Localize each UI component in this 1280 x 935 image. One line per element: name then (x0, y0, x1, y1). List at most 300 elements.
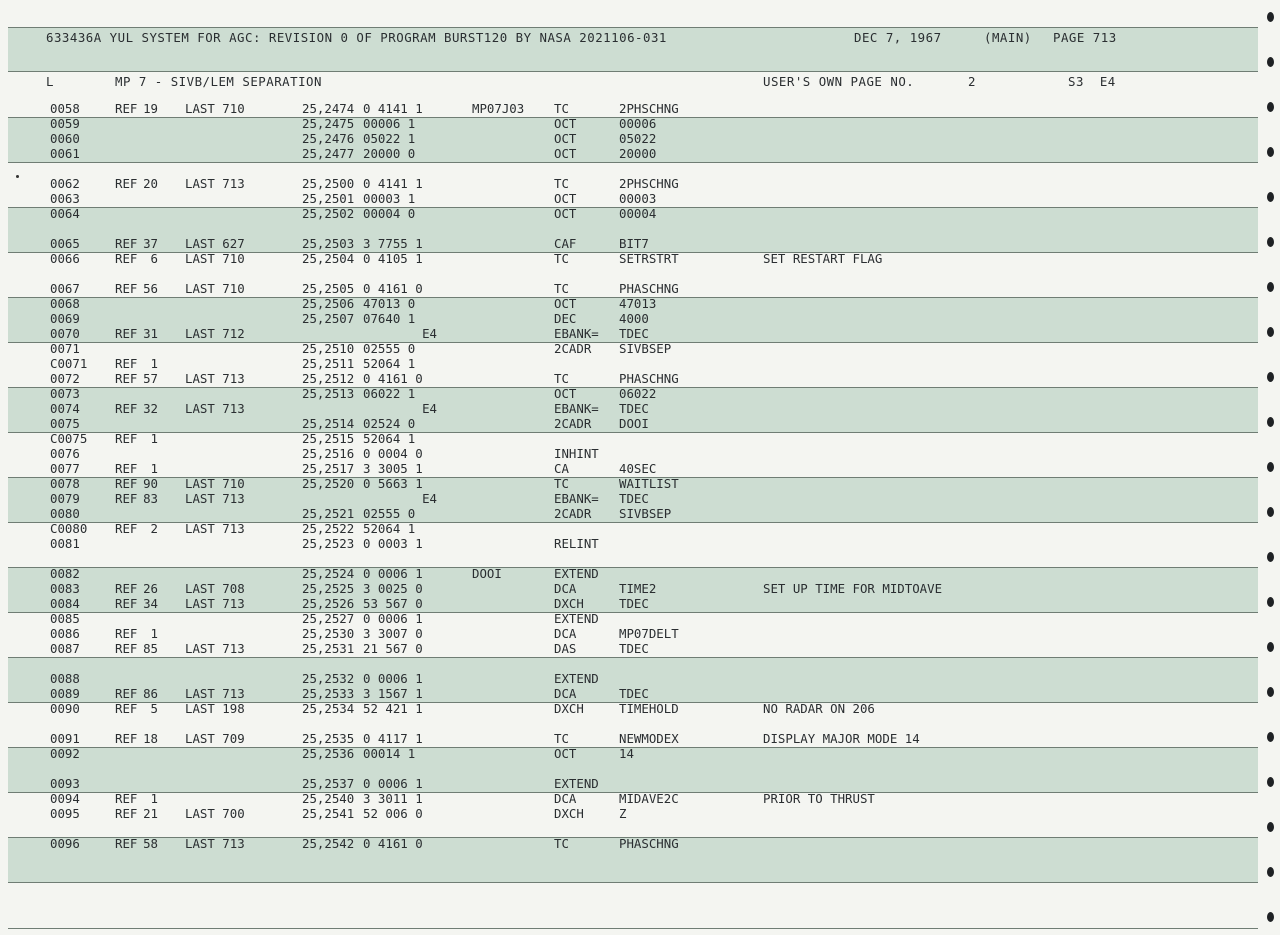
line-number: 0062 (50, 176, 80, 191)
ref-marker: REF (115, 836, 138, 851)
ref-number: 58 (143, 836, 158, 851)
octal-word: E4 (422, 326, 437, 341)
ref-marker: REF (115, 701, 138, 716)
section-code: S3 E4 (1068, 74, 1116, 89)
ref-number: 90 (143, 476, 158, 491)
opcode: OCT (554, 131, 577, 146)
ref-marker: REF (115, 431, 138, 446)
operand: 00003 (619, 191, 657, 206)
ref-marker: REF (115, 641, 138, 656)
operand: BIT7 (619, 236, 649, 251)
address: 25,2525 (302, 581, 355, 596)
last-page: LAST 713 (185, 641, 245, 656)
last-page: LAST 709 (185, 731, 245, 746)
opcode: OCT (554, 206, 577, 221)
address: 25,2540 (302, 791, 355, 806)
operand: NEWMODEX (619, 731, 679, 746)
operand: TDEC (619, 491, 649, 506)
ref-marker: REF (115, 371, 138, 386)
line-number: 0065 (50, 236, 80, 251)
line-number: 0059 (50, 116, 80, 131)
last-page: LAST 700 (185, 806, 245, 821)
last-page: LAST 712 (185, 326, 245, 341)
ref-marker: REF (115, 281, 138, 296)
octal-word: 0 4141 1 (363, 101, 423, 116)
octal-word: 02524 0 (363, 416, 416, 431)
address: 25,2503 (302, 236, 355, 251)
feed-hole (1267, 732, 1274, 742)
operand: Z (619, 806, 627, 821)
last-page: LAST 710 (185, 281, 245, 296)
line-number: 0094 (50, 791, 80, 806)
line-number: 0067 (50, 281, 80, 296)
operand: 20000 (619, 146, 657, 161)
feed-hole (1267, 12, 1274, 22)
octal-word: 0 0006 1 (363, 671, 423, 686)
line-number: 0091 (50, 731, 80, 746)
operand: PHASCHNG (619, 836, 679, 851)
line-number: 0070 (50, 326, 80, 341)
ref-number: 19 (143, 101, 158, 116)
line-number: 0072 (50, 371, 80, 386)
ref-number: 1 (150, 356, 158, 371)
octal-word: 00014 1 (363, 746, 416, 761)
ref-marker: REF (115, 491, 138, 506)
ref-marker: REF (115, 521, 138, 536)
line-number: 0092 (50, 746, 80, 761)
ref-marker: REF (115, 791, 138, 806)
ref-number: 34 (143, 596, 158, 611)
line-number: 0058 (50, 101, 80, 116)
line-number: 0066 (50, 251, 80, 266)
ref-number: 1 (150, 431, 158, 446)
line-number: 0077 (50, 461, 80, 476)
address: 25,2533 (302, 686, 355, 701)
feed-hole (1267, 417, 1274, 427)
feed-hole (1267, 147, 1274, 157)
operand: 2PHSCHNG (619, 101, 679, 116)
opcode: OCT (554, 746, 577, 761)
octal-word: 0 0004 0 (363, 446, 423, 461)
feed-hole (1267, 57, 1274, 67)
opcode: TC (554, 476, 569, 491)
octal-word: 3 3005 1 (363, 461, 423, 476)
ref-number: 20 (143, 176, 158, 191)
opcode: TC (554, 281, 569, 296)
opcode: OCT (554, 191, 577, 206)
octal-word: 00003 1 (363, 191, 416, 206)
octal-word: 20000 0 (363, 146, 416, 161)
address: 25,2510 (302, 341, 355, 356)
opcode: EBANK= (554, 401, 599, 416)
opcode: 2CADR (554, 416, 592, 431)
operand: PHASCHNG (619, 281, 679, 296)
feed-hole (1267, 192, 1274, 202)
listing-mode: (MAIN) (984, 30, 1032, 45)
feed-hole (1267, 822, 1274, 832)
feed-hole (1267, 372, 1274, 382)
comment: DISPLAY MAJOR MODE 14 (763, 731, 920, 746)
last-page: LAST 713 (185, 176, 245, 191)
address: 25,2513 (302, 386, 355, 401)
octal-word: 3 0025 0 (363, 581, 423, 596)
operand: TIMEHOLD (619, 701, 679, 716)
ref-number: 1 (150, 791, 158, 806)
ref-number: 85 (143, 641, 158, 656)
last-page: LAST 713 (185, 521, 245, 536)
opcode: DEC (554, 311, 577, 326)
opcode: EBANK= (554, 326, 599, 341)
line-number: 0069 (50, 311, 80, 326)
operand: 05022 (619, 131, 657, 146)
address: 25,2476 (302, 131, 355, 146)
opcode: DCA (554, 581, 577, 596)
opcode: OCT (554, 146, 577, 161)
opcode: EBANK= (554, 491, 599, 506)
last-page: LAST 713 (185, 686, 245, 701)
octal-word: 3 7755 1 (363, 236, 423, 251)
line-number: 0085 (50, 611, 80, 626)
line-number: 0063 (50, 191, 80, 206)
feed-hole (1267, 282, 1274, 292)
operand: 4000 (619, 311, 649, 326)
operand: TIME2 (619, 581, 657, 596)
line-number: 0095 (50, 806, 80, 821)
line-number: 0060 (50, 131, 80, 146)
ref-number: 26 (143, 581, 158, 596)
operand: 14 (619, 746, 634, 761)
address: 25,2522 (302, 521, 355, 536)
ref-marker: REF (115, 101, 138, 116)
opcode: 2CADR (554, 341, 592, 356)
address: 25,2524 (302, 566, 355, 581)
last-page: LAST 710 (185, 476, 245, 491)
operand: DOOI (619, 416, 649, 431)
opcode: EXTEND (554, 611, 599, 626)
ref-marker: REF (115, 236, 138, 251)
page-number: PAGE 713 (1053, 30, 1117, 45)
operand: SIVBSEP (619, 506, 672, 521)
octal-word: 52064 1 (363, 431, 416, 446)
ref-number: 83 (143, 491, 158, 506)
address: 25,2541 (302, 806, 355, 821)
ref-number: 21 (143, 806, 158, 821)
line-number: C0080 (50, 521, 88, 536)
line-number: C0075 (50, 431, 88, 446)
feed-hole (1267, 102, 1274, 112)
opcode: TC (554, 251, 569, 266)
last-page: LAST 713 (185, 491, 245, 506)
opcode: DCA (554, 791, 577, 806)
address: 25,2515 (302, 431, 355, 446)
opcode: TC (554, 176, 569, 191)
line-number: 0089 (50, 686, 80, 701)
address: 25,2537 (302, 776, 355, 791)
address: 25,2532 (302, 671, 355, 686)
operand: 2PHSCHNG (619, 176, 679, 191)
comment: SET RESTART FLAG (763, 251, 883, 266)
octal-word: 00006 1 (363, 116, 416, 131)
operand: PHASCHNG (619, 371, 679, 386)
octal-word: 0 4161 0 (363, 281, 423, 296)
octal-word: 3 3007 0 (363, 626, 423, 641)
ref-number: 1 (150, 626, 158, 641)
operand: TDEC (619, 686, 649, 701)
opcode: DCA (554, 686, 577, 701)
address: 25,2477 (302, 146, 355, 161)
operand: 47013 (619, 296, 657, 311)
address: 25,2531 (302, 641, 355, 656)
line-number: 0079 (50, 491, 80, 506)
feed-hole (1267, 687, 1274, 697)
octal-word: 52 006 0 (363, 806, 423, 821)
ref-number: 57 (143, 371, 158, 386)
line-number: 0073 (50, 386, 80, 401)
opcode: EXTEND (554, 566, 599, 581)
ref-number: 37 (143, 236, 158, 251)
last-page: LAST 708 (185, 581, 245, 596)
opcode: DXCH (554, 596, 584, 611)
address: 25,2536 (302, 746, 355, 761)
octal-word: 3 1567 1 (363, 686, 423, 701)
users-page-label: USER'S OWN PAGE NO. (763, 74, 915, 89)
operand: 40SEC (619, 461, 657, 476)
octal-word: 52064 1 (363, 356, 416, 371)
feed-hole (1267, 642, 1274, 652)
address: 25,2535 (302, 731, 355, 746)
octal-word: E4 (422, 401, 437, 416)
ref-number: 6 (150, 251, 158, 266)
users-page-number: 2 (968, 74, 976, 89)
line-number: 0083 (50, 581, 80, 596)
symbol-label: DOOI (472, 566, 502, 581)
comment: SET UP TIME FOR MIDTOAVE (763, 581, 943, 596)
feed-hole (1267, 552, 1274, 562)
line-number: 0090 (50, 701, 80, 716)
octal-word: 0 5663 1 (363, 476, 423, 491)
octal-word: 52064 1 (363, 521, 416, 536)
line-number: 0096 (50, 836, 80, 851)
last-page: LAST 713 (185, 596, 245, 611)
address: 25,2534 (302, 701, 355, 716)
octal-word: 0 4161 0 (363, 836, 423, 851)
section-title: MP 7 - SIVB/LEM SEPARATION (115, 74, 322, 89)
feed-hole (1267, 327, 1274, 337)
address: 25,2507 (302, 311, 355, 326)
address: 25,2504 (302, 251, 355, 266)
line-number: 0078 (50, 476, 80, 491)
operand: MP07DELT (619, 626, 679, 641)
line-number: 0064 (50, 206, 80, 221)
ref-marker: REF (115, 401, 138, 416)
opcode: RELINT (554, 536, 599, 551)
feed-hole (1267, 507, 1274, 517)
line-number: 0088 (50, 671, 80, 686)
octal-word: 00004 0 (363, 206, 416, 221)
opcode: DCA (554, 626, 577, 641)
job-title: 633436A YUL SYSTEM FOR AGC: REVISION 0 OF PROGRAM BURST120 BY NASA 2021106-031 (46, 30, 667, 45)
feed-hole (1267, 912, 1274, 922)
address: 25,2520 (302, 476, 355, 491)
line-number: 0061 (50, 146, 80, 161)
opcode: CAF (554, 236, 577, 251)
opcode: TC (554, 836, 569, 851)
octal-word: 0 4141 1 (363, 176, 423, 191)
operand: TDEC (619, 641, 649, 656)
line-number: C0071 (50, 356, 88, 371)
address: 25,2512 (302, 371, 355, 386)
opcode: OCT (554, 386, 577, 401)
octal-word: 0 4117 1 (363, 731, 423, 746)
opcode: DAS (554, 641, 577, 656)
ref-marker: REF (115, 686, 138, 701)
octal-word: 52 421 1 (363, 701, 423, 716)
octal-word: 0 0006 1 (363, 566, 423, 581)
last-page: LAST 713 (185, 401, 245, 416)
octal-word: 21 567 0 (363, 641, 423, 656)
address: 25,2542 (302, 836, 355, 851)
opcode: EXTEND (554, 671, 599, 686)
ref-number: 56 (143, 281, 158, 296)
ref-marker: REF (115, 581, 138, 596)
ref-marker: REF (115, 806, 138, 821)
line-number: 0075 (50, 416, 80, 431)
line-number: 0076 (50, 446, 80, 461)
tractor-feed-holes (1258, 0, 1280, 935)
last-page: LAST 710 (185, 251, 245, 266)
opcode: OCT (554, 116, 577, 131)
ref-marker: REF (115, 251, 138, 266)
line-number: 0074 (50, 401, 80, 416)
operand: TDEC (619, 401, 649, 416)
ref-marker: REF (115, 326, 138, 341)
address: 25,2516 (302, 446, 355, 461)
operand: TDEC (619, 596, 649, 611)
line-number: 0068 (50, 296, 80, 311)
octal-word: 02555 0 (363, 506, 416, 521)
ref-number: 31 (143, 326, 158, 341)
operand: 00004 (619, 206, 657, 221)
octal-word: 53 567 0 (363, 596, 423, 611)
opcode: EXTEND (554, 776, 599, 791)
comment: NO RADAR ON 206 (763, 701, 875, 716)
operand: SETRSTRT (619, 251, 679, 266)
address: 25,2517 (302, 461, 355, 476)
operand: WAITLIST (619, 476, 679, 491)
ref-marker: REF (115, 731, 138, 746)
address: 25,2523 (302, 536, 355, 551)
feed-hole (1267, 777, 1274, 787)
operand: 00006 (619, 116, 657, 131)
octal-word: 06022 1 (363, 386, 416, 401)
ref-number: 18 (143, 731, 158, 746)
listing-date: DEC 7, 1967 (854, 30, 942, 45)
print-speck (16, 175, 19, 178)
opcode: CA (554, 461, 569, 476)
octal-word: 47013 0 (363, 296, 416, 311)
line-number: 0093 (50, 776, 80, 791)
address: 25,2501 (302, 191, 355, 206)
ref-number: 86 (143, 686, 158, 701)
octal-word: 0 0006 1 (363, 611, 423, 626)
line-number: 0080 (50, 506, 80, 521)
last-page: LAST 627 (185, 236, 245, 251)
address: 25,2502 (302, 206, 355, 221)
ref-number: 2 (150, 521, 158, 536)
line-number: 0081 (50, 536, 80, 551)
feed-hole (1267, 867, 1274, 877)
opcode: DXCH (554, 806, 584, 821)
line-number: 0082 (50, 566, 80, 581)
feed-hole (1267, 597, 1274, 607)
address: 25,2521 (302, 506, 355, 521)
opcode: TC (554, 371, 569, 386)
address: 25,2530 (302, 626, 355, 641)
address: 25,2526 (302, 596, 355, 611)
line-number: 0086 (50, 626, 80, 641)
operand: SIVBSEP (619, 341, 672, 356)
address: 25,2527 (302, 611, 355, 626)
opcode: INHINT (554, 446, 599, 461)
octal-word: 0 4161 0 (363, 371, 423, 386)
comment: PRIOR TO THRUST (763, 791, 875, 806)
listing-type: L (46, 74, 54, 89)
operand: 06022 (619, 386, 657, 401)
address: 25,2474 (302, 101, 355, 116)
last-page: LAST 713 (185, 836, 245, 851)
feed-hole (1267, 462, 1274, 472)
octal-word: 05022 1 (363, 131, 416, 146)
octal-word: 3 3011 1 (363, 791, 423, 806)
address: 25,2505 (302, 281, 355, 296)
listing-sheet (8, 0, 1258, 935)
feed-hole (1267, 237, 1274, 247)
ref-marker: REF (115, 461, 138, 476)
opcode: TC (554, 101, 569, 116)
octal-word: 0 0003 1 (363, 536, 423, 551)
octal-word: 07640 1 (363, 311, 416, 326)
last-page: LAST 198 (185, 701, 245, 716)
ref-number: 5 (150, 701, 158, 716)
octal-word: 0 0006 1 (363, 776, 423, 791)
opcode: DXCH (554, 701, 584, 716)
ref-marker: REF (115, 626, 138, 641)
ref-marker: REF (115, 176, 138, 191)
opcode: TC (554, 731, 569, 746)
octal-word: 02555 0 (363, 341, 416, 356)
ref-marker: REF (115, 596, 138, 611)
address: 25,2500 (302, 176, 355, 191)
symbol-label: MP07J03 (472, 101, 525, 116)
last-page: LAST 713 (185, 371, 245, 386)
line-number: 0087 (50, 641, 80, 656)
line-number: 0084 (50, 596, 80, 611)
opcode: OCT (554, 296, 577, 311)
address: 25,2511 (302, 356, 355, 371)
ref-marker: REF (115, 476, 138, 491)
ref-number: 32 (143, 401, 158, 416)
octal-word: E4 (422, 491, 437, 506)
opcode: 2CADR (554, 506, 592, 521)
operand: MIDAVE2C (619, 791, 679, 806)
operand: TDEC (619, 326, 649, 341)
address: 25,2514 (302, 416, 355, 431)
ref-number: 1 (150, 461, 158, 476)
address: 25,2506 (302, 296, 355, 311)
octal-word: 0 4105 1 (363, 251, 423, 266)
ref-marker: REF (115, 356, 138, 371)
line-number: 0071 (50, 341, 80, 356)
